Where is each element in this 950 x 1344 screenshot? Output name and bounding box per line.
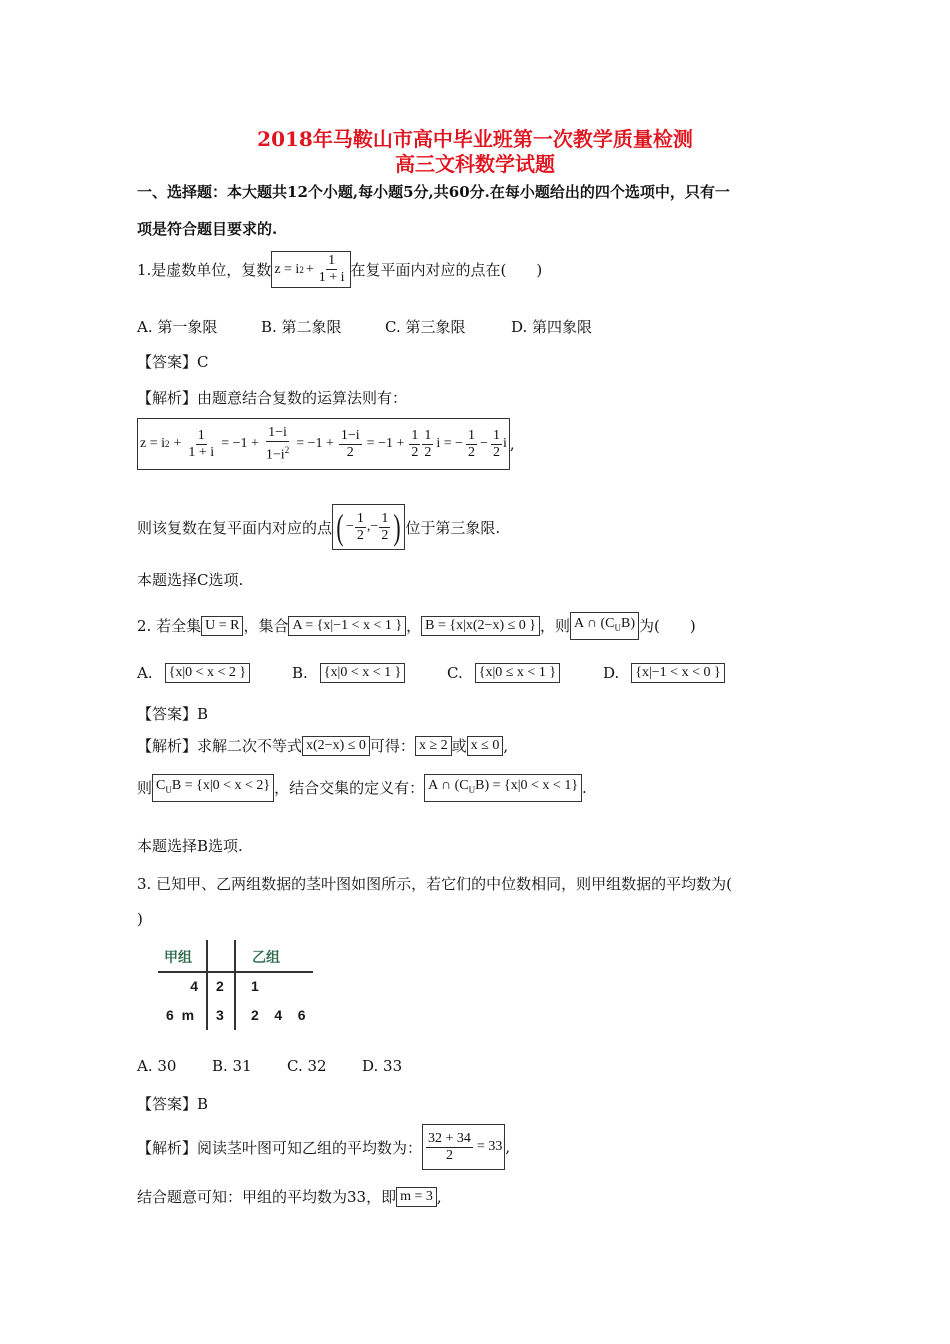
section-heading-line-2: 项是符合题目要求的. bbox=[137, 220, 278, 238]
deriv-den: 2 bbox=[468, 444, 476, 460]
q2-intersection-part: A ∩ (C bbox=[428, 778, 469, 793]
q3-option-d: D. 33 bbox=[362, 1057, 403, 1075]
q3-analysis-text: 【解析】阅读茎叶图可知乙组的平均数为： bbox=[137, 1138, 423, 1157]
q2-option-label: A. bbox=[137, 664, 153, 682]
title-line-2: 高三文科数学试题 bbox=[395, 152, 555, 176]
q1-analysis-lead: 【解析】由题意结合复数的运算法则有： bbox=[137, 389, 408, 407]
q1-point-after: 位于第三象限. bbox=[405, 518, 501, 537]
q2-analysis-text: 则 bbox=[137, 779, 153, 798]
q2-solution-2: x ≤ 0 bbox=[467, 736, 504, 756]
q1-option-a: A. 第一象限 bbox=[137, 318, 218, 336]
q2-analysis-text: , bbox=[503, 736, 509, 755]
q1-derivation bbox=[137, 418, 510, 470]
q3-m-value: m = 3 bbox=[396, 1187, 437, 1207]
q1-answer: 【答案】C bbox=[137, 353, 209, 371]
q1-formula-num: 1 bbox=[328, 253, 336, 268]
section-heading-line-1: 一、选择题：本大题共12个小题,每小题5分,共60分.在每小题给出的四个选项中，只有一 bbox=[137, 183, 730, 201]
q3-answer: 【答案】B bbox=[137, 1095, 209, 1113]
q3-option-c: C. 32 bbox=[287, 1057, 327, 1075]
q2-option-d bbox=[603, 663, 725, 683]
q2-intersection bbox=[424, 774, 582, 802]
deriv-sup: 2 bbox=[284, 444, 290, 455]
q2-complement bbox=[152, 774, 274, 802]
q3-analysis-text: 结合题意可知：甲组的平均数为33，即 bbox=[137, 1188, 397, 1206]
q1-formula-den: 1 + i bbox=[318, 270, 345, 285]
stem-leaf-right-rule bbox=[234, 940, 236, 1030]
q2-analysis-line-1 bbox=[137, 735, 508, 756]
q2-set-b: B = {x|x(2−x) ≤ 0 } bbox=[421, 616, 540, 636]
q2-option-value: {x|0 ≤ x < 1 } bbox=[475, 663, 560, 683]
q3-frac-eq: = 33 bbox=[476, 1139, 503, 1154]
deriv-part: = −1 + bbox=[221, 436, 259, 451]
q2-intersection-part: B) = {x|0 < x < 1} bbox=[475, 778, 579, 793]
q3-analysis-text: , bbox=[505, 1138, 511, 1156]
q1-option-b: B. 第二象限 bbox=[261, 318, 342, 336]
q1-option-d: D. 第四象限 bbox=[511, 318, 593, 336]
q2-conclusion: 本题选择B选项. bbox=[137, 837, 243, 855]
deriv-tail: , bbox=[509, 435, 515, 453]
q3-analysis-line-1 bbox=[137, 1124, 510, 1170]
q2-analysis-text: 可得： bbox=[369, 737, 415, 755]
q2-answer: 【答案】B bbox=[137, 705, 209, 723]
q1-option-c: C. 第三象限 bbox=[385, 318, 466, 336]
stem-leaf-row-2-left: 6 m bbox=[166, 1007, 195, 1023]
stem-leaf-left-rule bbox=[206, 940, 208, 1030]
q2-option-value: {x|0 < x < 2 } bbox=[165, 663, 251, 683]
q3-analysis-text: , bbox=[436, 1187, 442, 1206]
stem-leaf-row-1-right: 1 bbox=[251, 978, 259, 994]
deriv-den: 2 bbox=[411, 444, 419, 460]
q2-expr-sub: U bbox=[614, 622, 621, 633]
deriv-num: 1 bbox=[197, 427, 205, 443]
q1-derivation-row bbox=[137, 418, 515, 470]
deriv-part: i = − bbox=[436, 436, 464, 451]
stem-leaf-row-2-stem: 3 bbox=[216, 1007, 224, 1023]
q1-point: ( − $\frac{1}{2}$ ,− $\frac{1}{2}$ ) bbox=[332, 504, 405, 550]
deriv-num: 1−i bbox=[340, 427, 360, 443]
question-2-stem bbox=[137, 612, 696, 640]
q1-point-den: 2 bbox=[356, 527, 364, 543]
q1-point-before: 则该复数在复平面内对应的点 bbox=[137, 518, 333, 537]
q2-universal-set: U = R bbox=[201, 616, 243, 636]
deriv-den: 1−i bbox=[265, 447, 285, 463]
stem-leaf-row-1-left: 4 bbox=[190, 978, 198, 994]
q2-analysis-text: 或 bbox=[451, 737, 467, 755]
q3-option-a: A. 30 bbox=[137, 1057, 177, 1075]
q2-option-c bbox=[447, 663, 603, 683]
q3-frac-num: 32 + 34 bbox=[428, 1130, 471, 1146]
q3-stem-line-1: 3. 已知甲、乙两组数据的茎叶图如图所示，若它们的中位数相同，则甲组数据的平均数为( bbox=[137, 875, 732, 893]
q2-intersection-sub: U bbox=[468, 784, 476, 795]
q2-complement-part: B = {x|0 < x < 2} bbox=[171, 778, 271, 793]
q2-text: ，则 bbox=[540, 617, 571, 636]
q1-point-line bbox=[137, 504, 500, 550]
q1-conclusion: 本题选择C选项. bbox=[137, 571, 244, 589]
q2-analysis-line-2 bbox=[137, 774, 587, 802]
q2-options bbox=[137, 663, 725, 683]
q3-stem-line-2: ) bbox=[137, 910, 143, 928]
q1-formula bbox=[271, 251, 350, 288]
q2-tail: 为( ) bbox=[639, 617, 696, 636]
q2-option-label: C. bbox=[447, 664, 463, 682]
q2-option-b bbox=[292, 663, 447, 683]
stem-leaf-row-2-right: 2 4 6 bbox=[251, 1007, 306, 1023]
q2-analysis-text: . bbox=[582, 778, 587, 797]
q1-stem-before: 1.是虚数单位，复数 bbox=[137, 261, 272, 279]
q2-text: ， bbox=[406, 617, 422, 636]
q2-expr-part: A ∩ (C bbox=[574, 616, 615, 631]
q2-text: ，集合 bbox=[243, 617, 289, 636]
q2-lead: 2. 若全集 bbox=[137, 617, 202, 636]
q2-option-label: B. bbox=[292, 664, 308, 682]
q3-average-formula bbox=[422, 1124, 505, 1170]
title-line-1: 2018年马鞍山市高中毕业班第一次教学质量检测 bbox=[257, 127, 693, 151]
deriv-den: 2 bbox=[492, 444, 500, 460]
deriv-part: = −1 + bbox=[366, 436, 405, 451]
q2-option-value: {x|−1 < x < 0 } bbox=[631, 663, 724, 683]
stem-leaf-plot bbox=[158, 940, 318, 1030]
deriv-part: + bbox=[173, 436, 182, 451]
deriv-part: z = i bbox=[140, 436, 165, 451]
q1-stem-after: 在复平面内对应的点在( ) bbox=[350, 261, 543, 279]
q2-solution-1: x ≥ 2 bbox=[415, 736, 452, 756]
q3-analysis-line-2 bbox=[137, 1186, 442, 1207]
q2-inequality: x(2−x) ≤ 0 bbox=[302, 736, 370, 756]
deriv-num: 1 bbox=[411, 427, 419, 443]
stem-leaf-row-1-stem: 2 bbox=[216, 978, 224, 994]
q1-formula-z: z = i bbox=[274, 261, 300, 277]
stem-leaf-left-header: 甲组 bbox=[164, 949, 192, 965]
q1-formula-plus: + bbox=[305, 261, 314, 277]
q2-option-a bbox=[137, 663, 292, 683]
q1-point-den: 2 bbox=[381, 527, 389, 543]
q2-option-label: D. bbox=[603, 664, 620, 682]
deriv-den: 2 bbox=[346, 444, 354, 460]
q3-frac-den: 2 bbox=[445, 1147, 453, 1163]
q2-expr-part: B) bbox=[621, 616, 635, 631]
deriv-part: = −1 + bbox=[296, 436, 334, 451]
deriv-part: i bbox=[502, 436, 507, 451]
q1-formula-sup: 2 bbox=[299, 264, 304, 275]
q2-complement-part: C bbox=[156, 778, 166, 793]
q2-complement-sub: U bbox=[165, 784, 172, 795]
q2-analysis-text: ，结合交集的定义有： bbox=[274, 779, 425, 798]
deriv-part: − bbox=[480, 436, 488, 451]
q2-analysis-text: 【解析】求解二次不等式 bbox=[137, 737, 303, 755]
q3-option-b: B. 31 bbox=[212, 1057, 252, 1075]
q1-point-num: 1 bbox=[381, 510, 389, 526]
q3-options bbox=[137, 1057, 402, 1075]
deriv-den: 2 bbox=[424, 444, 432, 460]
question-1-stem bbox=[137, 251, 542, 288]
deriv-den: 1 + i bbox=[188, 444, 215, 460]
deriv-num: 1 bbox=[424, 427, 432, 443]
q2-expression bbox=[570, 612, 639, 640]
deriv-num: 1 bbox=[468, 427, 476, 443]
deriv-num: 1 bbox=[492, 427, 500, 443]
q1-point-num: 1 bbox=[356, 510, 364, 526]
deriv-sup: 2 bbox=[165, 439, 170, 449]
q2-set-a: A = {x|−1 < x < 1 } bbox=[288, 616, 406, 636]
q1-options bbox=[137, 316, 592, 337]
stem-leaf-right-header: 乙组 bbox=[252, 949, 280, 965]
q2-option-value: {x|0 < x < 1 } bbox=[320, 663, 406, 683]
deriv-num: 1−i bbox=[268, 424, 287, 440]
